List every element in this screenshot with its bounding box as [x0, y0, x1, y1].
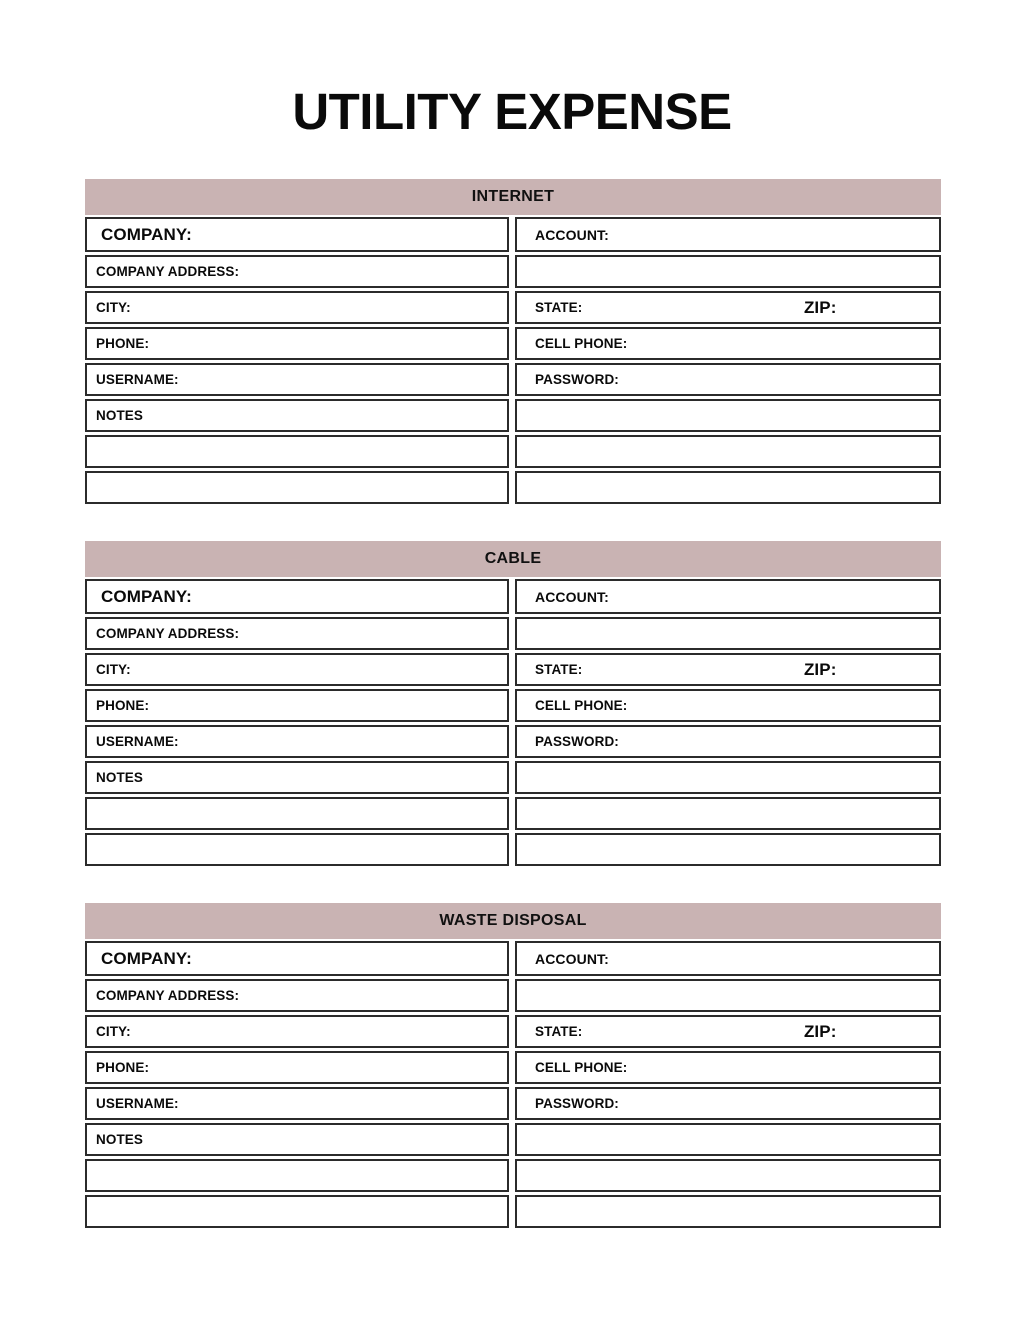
form-row — [85, 217, 941, 252]
field-cell-right[interactable] — [515, 1195, 941, 1228]
field-label: ACCOUNT: — [535, 950, 609, 967]
field-label: CITY: — [96, 1024, 131, 1039]
field-cell-right[interactable] — [515, 725, 941, 758]
field-label: COMPANY: — [101, 224, 192, 244]
field-cell-right[interactable] — [515, 1159, 941, 1192]
form-row — [85, 941, 941, 976]
section-heading: WASTE DISPOSAL — [85, 903, 941, 939]
sections-container — [0, 179, 1024, 1228]
field-label: CELL PHONE: — [535, 698, 628, 713]
utility-section — [85, 541, 941, 866]
section-rows — [85, 579, 941, 866]
field-label: NOTES — [96, 408, 144, 423]
form-row — [85, 435, 941, 468]
form-row — [85, 399, 941, 432]
field-label: USERNAME: — [96, 734, 179, 749]
field-label: NOTES — [96, 1132, 144, 1147]
field-cell-left[interactable] — [85, 435, 509, 468]
field-cell-right[interactable] — [515, 471, 941, 504]
form-row — [85, 363, 941, 396]
section-rows — [85, 941, 941, 1228]
form-row — [85, 653, 941, 686]
field-cell-left[interactable] — [85, 1015, 509, 1048]
field-label: CITY: — [96, 300, 131, 315]
form-row — [85, 579, 941, 614]
form-row — [85, 471, 941, 504]
field-cell-left[interactable] — [85, 1195, 509, 1228]
field-cell-left[interactable] — [85, 617, 509, 650]
field-cell-left[interactable] — [85, 217, 509, 252]
form-row — [85, 1123, 941, 1156]
field-label: COMPANY ADDRESS: — [96, 626, 240, 641]
field-cell-right[interactable] — [515, 1051, 941, 1084]
field-cell-right[interactable] — [515, 979, 941, 1012]
section-rows — [85, 217, 941, 504]
field-cell-left[interactable] — [85, 761, 509, 794]
field-cell-left[interactable] — [85, 797, 509, 830]
field-cell-left[interactable] — [85, 471, 509, 504]
field-label: STATE: — [535, 662, 583, 677]
field-cell-left[interactable] — [85, 579, 509, 614]
field-cell-right[interactable] — [515, 1087, 941, 1120]
field-cell-left[interactable] — [85, 979, 509, 1012]
field-label: NOTES — [96, 770, 144, 785]
field-label: COMPANY: — [101, 948, 192, 968]
utility-section — [85, 179, 941, 504]
field-label: COMPANY: — [101, 586, 192, 606]
field-cell-left[interactable] — [85, 653, 509, 686]
field-cell-right[interactable] — [515, 833, 941, 866]
form-row — [85, 291, 941, 324]
field-cell-left[interactable] — [85, 1087, 509, 1120]
field-label: PHONE: — [96, 698, 150, 713]
field-cell-left[interactable] — [85, 833, 509, 866]
field-cell-left[interactable] — [85, 941, 509, 976]
field-label: STATE: — [535, 1024, 583, 1039]
utility-section — [85, 903, 941, 1228]
form-row — [85, 761, 941, 794]
field-label: PHONE: — [96, 336, 150, 351]
field-cell-left[interactable] — [85, 327, 509, 360]
field-cell-right[interactable] — [515, 653, 941, 686]
form-row — [85, 725, 941, 758]
field-cell-right[interactable] — [515, 255, 941, 288]
field-label: CELL PHONE: — [535, 336, 628, 351]
field-label: PASSWORD: — [535, 734, 619, 749]
form-row — [85, 1087, 941, 1120]
field-cell-right[interactable] — [515, 941, 941, 976]
field-cell-right[interactable] — [515, 689, 941, 722]
form-row — [85, 979, 941, 1012]
field-cell-right[interactable] — [515, 761, 941, 794]
field-label: PHONE: — [96, 1060, 150, 1075]
field-cell-left[interactable] — [85, 1051, 509, 1084]
field-label-zip: ZIP: — [803, 659, 837, 679]
field-cell-right[interactable] — [515, 327, 941, 360]
field-label: ACCOUNT: — [535, 588, 609, 605]
section-heading: CABLE — [85, 541, 941, 577]
form-row — [85, 1051, 941, 1084]
field-cell-right[interactable] — [515, 579, 941, 614]
field-cell-right[interactable] — [515, 1015, 941, 1048]
field-label: COMPANY ADDRESS: — [96, 264, 240, 279]
field-label: USERNAME: — [96, 1096, 179, 1111]
field-cell-right[interactable] — [515, 399, 941, 432]
field-label-zip: ZIP: — [803, 1021, 837, 1041]
field-cell-right[interactable] — [515, 797, 941, 830]
field-cell-right[interactable] — [515, 617, 941, 650]
field-cell-left[interactable] — [85, 399, 509, 432]
form-row — [85, 689, 941, 722]
field-cell-left[interactable] — [85, 291, 509, 324]
form-row — [85, 797, 941, 830]
form-row — [85, 1015, 941, 1048]
field-cell-right[interactable] — [515, 1123, 941, 1156]
field-cell-left[interactable] — [85, 363, 509, 396]
form-row — [85, 1195, 941, 1228]
field-cell-left[interactable] — [85, 725, 509, 758]
form-row — [85, 327, 941, 360]
field-label: ACCOUNT: — [535, 226, 609, 243]
field-cell-left[interactable] — [85, 689, 509, 722]
field-cell-right[interactable] — [515, 363, 941, 396]
field-cell-right[interactable] — [515, 291, 941, 324]
form-row — [85, 617, 941, 650]
field-label: CELL PHONE: — [535, 1060, 628, 1075]
section-heading: INTERNET — [85, 179, 941, 215]
field-label: PASSWORD: — [535, 1096, 619, 1111]
field-cell-right[interactable] — [515, 217, 941, 252]
field-cell-left[interactable] — [85, 1159, 509, 1192]
page-title: UTILITY EXPENSE — [292, 83, 732, 140]
field-label: STATE: — [535, 300, 583, 315]
form-row — [85, 833, 941, 866]
field-cell-left[interactable] — [85, 1123, 509, 1156]
field-label: USERNAME: — [96, 372, 179, 387]
field-label-zip: ZIP: — [803, 297, 837, 317]
form-row — [85, 255, 941, 288]
field-cell-left[interactable] — [85, 255, 509, 288]
field-label: CITY: — [96, 662, 131, 677]
form-row — [85, 1159, 941, 1192]
field-label: COMPANY ADDRESS: — [96, 988, 240, 1003]
field-label: PASSWORD: — [535, 372, 619, 387]
field-cell-right[interactable] — [515, 435, 941, 468]
